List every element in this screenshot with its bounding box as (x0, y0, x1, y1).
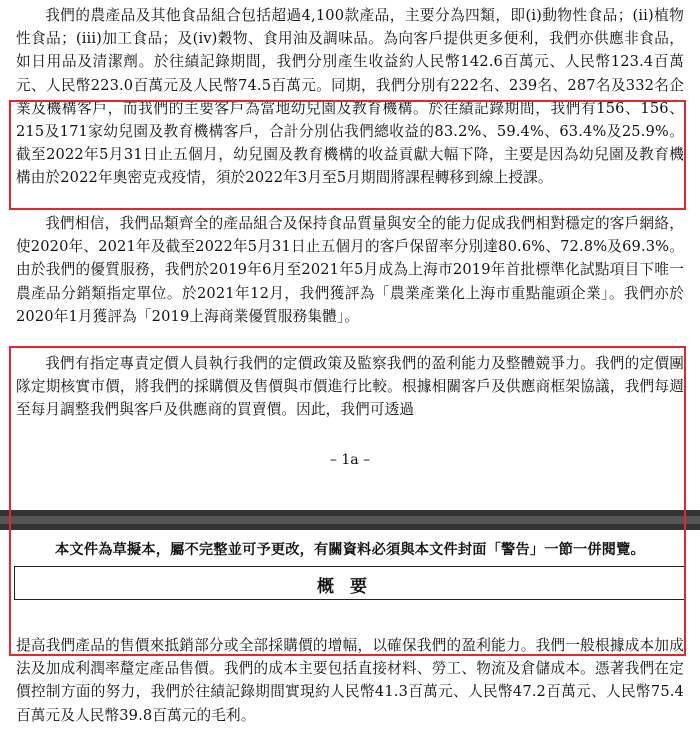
section-title: 概要 (317, 577, 383, 597)
paragraph-gross-profit: 提高我們產品的售價來抵銷部分或全部採購價的增幅，以確保我們的盈利能力。我們一般根據成本加成法及加成利潤率釐定產品售價。我們的成本主要包括直接材料、勞工、物流及倉儲成本。憑著我們在定價控制方面的努力，我們於往績記錄期間實現約人民幣41.3百萬元、人民幣47.2百萬元、人民幣75.4百萬元及人民幣39.8百萬元的毛利。 (16, 637, 684, 724)
draft-notice: 本文件為草擬本，屬不完整並可予更改，有關資料必須與本文件封面「警告」一節一併閱覽。 (55, 542, 645, 558)
page-number: – 1a – (329, 452, 371, 468)
page-separator-bar (0, 510, 700, 530)
paragraph-products-revenue: 我們的農產品及其他食品組合包括超過4,100款產品，主要分為四類，即(i)動物性食品；(ii)植物性食品；(iii)加工食品；及(iv)穀物、食用油及調味品。為向客戶提供更多便利，我們亦供應非食品，如日用品及清潔劑。於往績記錄期間，我們分別產生收益約人民幣142.6百萬元、人民幣123.4百萬元、人民幣223.0百萬元及人民幣74.5百萬元。同期，我們分別有222名、239名、287名及332名企業及機構客戶，而我們的主要客戶為當地幼兒園及教育機構。於往績記錄期間，我們有156、156、215及171家幼兒園及教育機構客戶，合計分別佔我們總收益的83.2%、59.4%、63.4%及25.9%。截至2022年5月31日止五個月，幼兒園及教育機構的收益貢獻大幅下降，主要是因為幼兒園及教育機構由於2022年奧密克戎疫情，須於2022年3月至5月期間將課程轉移到線上授課。 (16, 7, 684, 187)
paragraph-pricing-policy: 我們有指定專責定價人員執行我們的定價政策及監察我們的盈利能力及整體競爭力。我們的定價團隊定期核實市價，將我們的採購價及售價與市價進行比較。根據相關客戶及供應商框架協議，我們每週至每月調整我們與客戶及供應商的買賣價。因此，我們可透過 (16, 355, 684, 419)
paragraph-customer-network: 我們相信，我們品類齊全的產品組合及保持食品質量與安全的能力促成我們相對穩定的客戶網絡，使2020年、2021年及截至2022年5月31日止五個月的客戶保留率分別達80.6%、72.8%及69.3%。由於我們的優質服務，我們於2019年6月至2021年5月成為上海市2019年首批標準化試點項目下唯一農產品分銷類指定單位。於2021年12月，我們獲評為「農業產業化上海市重點龍頭企業」。我們亦於2020年1月獲評為「2019上海商業優質服務集體」。 (16, 215, 684, 325)
